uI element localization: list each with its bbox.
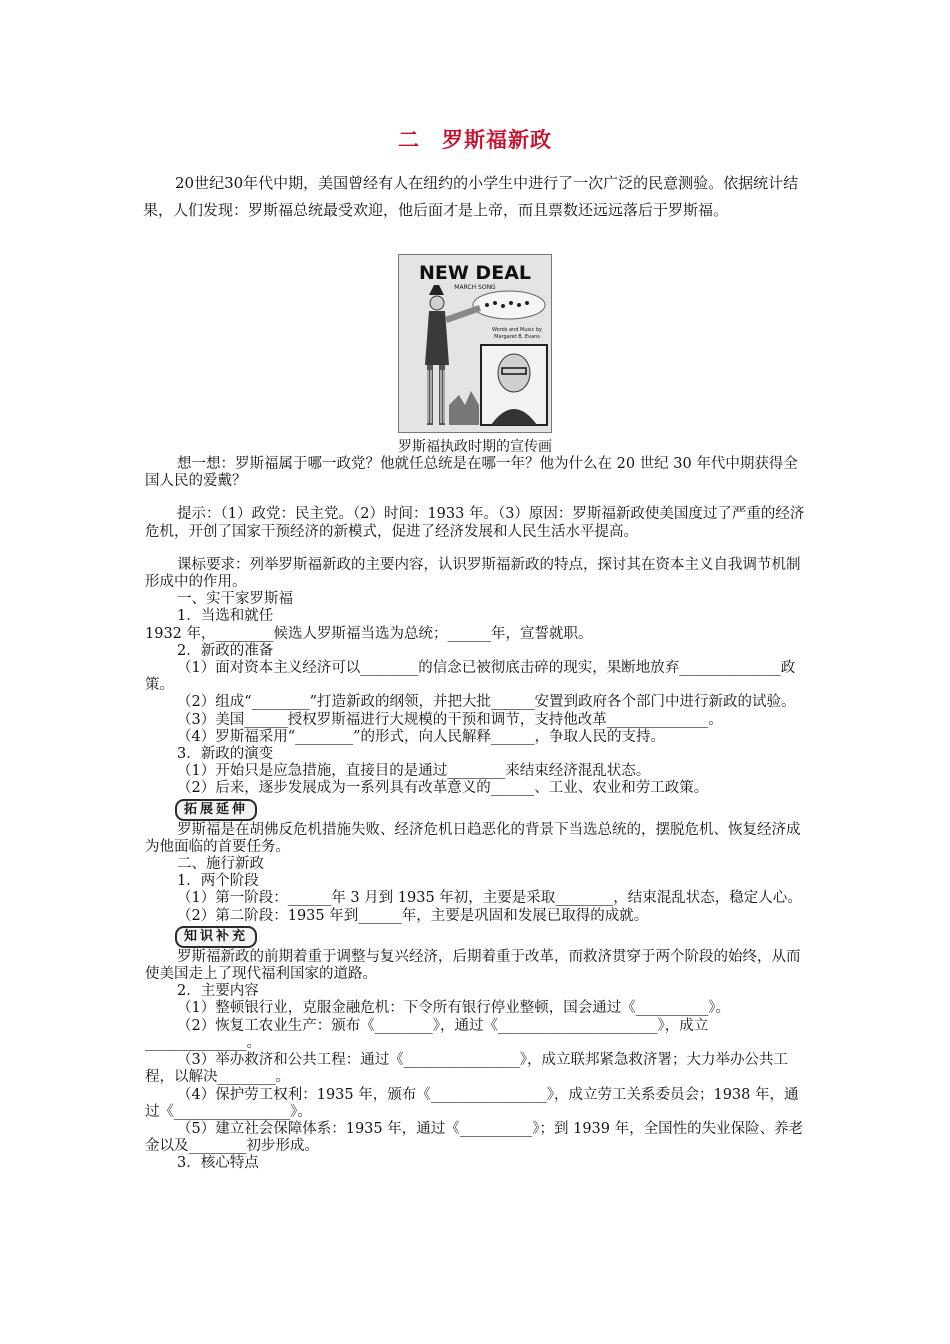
fill-blank-line: （2）后来，逐步发展成为一系列具有改革意义的______、工业、农业和劳工政策。 bbox=[177, 780, 709, 797]
section-heading-2: 二、施行新政 bbox=[177, 856, 264, 873]
subheading-1-3: 3．新政的演变 bbox=[177, 746, 274, 763]
hint-answer: 提示：（1）政党：民主党。（2）时间：1933 年。（3）原因：罗斯福新政使美国度过了严重的经济危机，开创了国家干预经济的新模式，促进了经济发展和人民生活水平提高。 bbox=[145, 506, 805, 540]
extension-paragraph: 罗斯福是在胡佛反危机措施失败、经济危机日趋恶化的背景下当选总统的，摆脱危机、恢复经济成为他面临的首要任务。 bbox=[145, 821, 801, 855]
poster-illustration bbox=[399, 255, 551, 432]
supplement-paragraph: 罗斯福新政的前期着重于调整与复兴经济，后期着重于改革，而救济贯穿于两个阶段的始终，从而使美国走上了现代福利国家的道路。 bbox=[145, 948, 801, 983]
poster-credits-line2: Margaret B. Evans bbox=[494, 334, 540, 340]
extension-badge: 拓展延伸 bbox=[175, 799, 257, 821]
subheading-2-3: 3．核心特点 bbox=[177, 1155, 259, 1172]
subheading-1-2: 2．新政的准备 bbox=[177, 642, 274, 659]
poster-subheading: MARCH SONG bbox=[454, 284, 496, 291]
fill-blank-line: 1932 年，________候选人罗斯福当选为总统；______年，宣誓就职。 bbox=[145, 625, 593, 642]
lesson-body bbox=[145, 456, 810, 1173]
new-deal-poster-image bbox=[398, 254, 552, 433]
fill-blank-line: （2）恢复工农业生产：颁布《________》，通过《______________________》，成立______________。 bbox=[145, 1017, 709, 1051]
poster-credits-line1: Words and Music by bbox=[492, 327, 542, 333]
subheading-2-1: 1．两个阶段 bbox=[177, 873, 259, 890]
fill-blank-line: （4）罗斯福采用“________”的形式，向人民解释______，争取人民的支持。 bbox=[177, 728, 666, 745]
fill-blank-line: （1）整顿银行业，克服金融危机：下令所有银行停业整顿，国会通过《__________》。 bbox=[177, 1000, 730, 1017]
intro-paragraph: 20世纪30年代中期，美国曾经有人在纽约的小学生中进行了一次广泛的民意测验。依据统计结果，人们发现：罗斯福总统最受欢迎，他后面才是上帝，而且票数还远远落后于罗斯福。 bbox=[143, 174, 799, 219]
think-question: 想一想：罗斯福属于哪一政党？他就任总统是在哪一年？他为什么在 20 世纪 30 年代中期获得全国人民的爱戴？ bbox=[145, 456, 798, 490]
fill-blank-line: （3）举办救济和公共工程：通过《________________》，成立联邦紧急救济署；大力举办公共工程，以解决________。 bbox=[145, 1052, 788, 1086]
fill-blank-line: （1）面对资本主义经济可以________的信念已被彻底击碎的现实，果断地放弃______________政策。 bbox=[145, 660, 796, 694]
section-heading-1: 一、实干家罗斯福 bbox=[177, 591, 293, 608]
poster-heading: NEW DEAL bbox=[418, 262, 532, 284]
image-caption: 罗斯福执政时期的宣传画 bbox=[398, 439, 552, 455]
fill-blank-line: （3）美国______授权罗斯福进行大规模的干预和调节，支持他改革______________。 bbox=[177, 711, 723, 728]
fill-blank-line: （2）第二阶段：1935 年到______年，主要是巩固和发展已取得的成就。 bbox=[177, 907, 649, 924]
fill-blank-line: （2）组成“________”打造新政的纲领，并把大批______安置到政府各个部门中进行新政的试验。 bbox=[177, 694, 796, 711]
fill-blank-line: （1）第一阶段：______年 3 月到 1935 年初，主要是采取________，结束混乱状态，稳定人心。 bbox=[177, 890, 802, 907]
fill-blank-line: （5）建立社会保障体系：1935 年，通过《__________》；到 1939 年，全国性的失业保险、养老金以及________初步形成。 bbox=[145, 1120, 804, 1155]
fill-blank-line: （1）开始只是应急措施，直接目的是通过________来结束经济混乱状态。 bbox=[177, 763, 651, 780]
subheading-1-1: 1．当选和就任 bbox=[177, 608, 274, 625]
fill-blank-line: （4）保护劳工权利：1935 年，颁布《________________》，成立劳工关系委员会；1938 年，通过《________________》。 bbox=[145, 1086, 799, 1120]
curriculum-standard: 课标要求：列举罗斯福新政的主要内容，认识罗斯福新政的特点，探讨其在资本主义自我调节机制形成中的作用。 bbox=[145, 556, 801, 591]
page-title: 二 罗斯福新政 bbox=[398, 127, 552, 152]
supplement-badge: 知识补充 bbox=[175, 926, 257, 948]
subheading-2-2: 2．主要内容 bbox=[177, 983, 259, 1000]
